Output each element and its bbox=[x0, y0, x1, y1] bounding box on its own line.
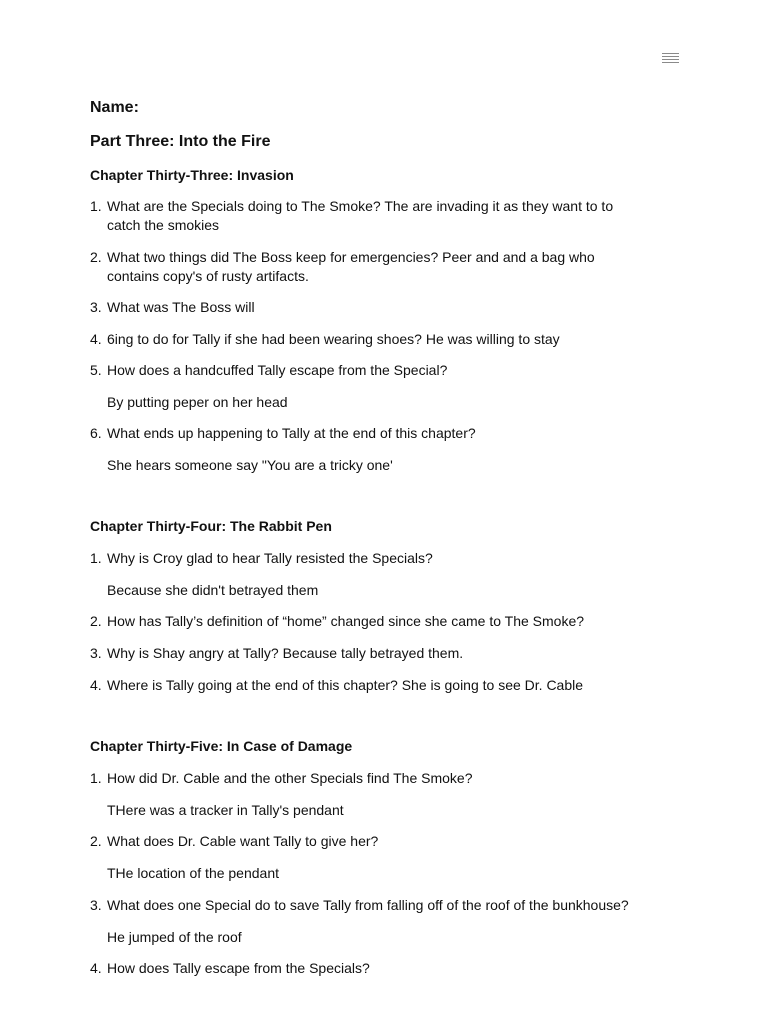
answer: Because she didn't betrayed them bbox=[107, 582, 319, 598]
question-text: What does Dr. Cable want Tally to give her? bbox=[107, 833, 379, 849]
question-number: 4. bbox=[90, 331, 102, 347]
question bbox=[90, 549, 690, 568]
answer: She hears someone say "You are a tricky one' bbox=[107, 457, 393, 473]
question bbox=[90, 298, 690, 317]
answer: THe location of the pendant bbox=[107, 865, 280, 881]
answer: THere was a tracker in Tally's pendant bbox=[107, 802, 344, 818]
question-number: 6. bbox=[90, 425, 102, 441]
question bbox=[90, 197, 690, 216]
question bbox=[90, 248, 690, 267]
question-number: 3. bbox=[90, 299, 102, 315]
part-title: Part Three: Into the Fire bbox=[90, 133, 271, 150]
question bbox=[90, 769, 690, 788]
question-number: 2. bbox=[90, 833, 102, 849]
question-text: What does one Special do to save Tally from falling off of the roof of the bunkhouse? bbox=[107, 897, 629, 913]
chapter-title: Chapter Thirty-Five: In Case of Damage bbox=[90, 738, 353, 754]
answer: By putting peper on her head bbox=[107, 394, 288, 410]
question bbox=[90, 361, 690, 380]
question-text: How does a handcuffed Tally escape from the Special? bbox=[107, 362, 448, 378]
question-number: 4. bbox=[90, 960, 102, 976]
question-number: 2. bbox=[90, 613, 102, 629]
question-number: 4. bbox=[90, 677, 102, 693]
question-number: 3. bbox=[90, 645, 102, 661]
question bbox=[90, 424, 690, 443]
question-continuation: catch the smokies bbox=[107, 217, 220, 233]
question-text: What are the Specials doing to The Smoke? The are invading it as they want to to bbox=[107, 198, 614, 214]
chapter-title: Chapter Thirty-Four: The Rabbit Pen bbox=[90, 518, 332, 534]
question-text: How does Tally escape from the Specials? bbox=[107, 960, 370, 976]
question bbox=[90, 612, 690, 631]
question-number: 5. bbox=[90, 362, 102, 378]
name-label: Name: bbox=[90, 99, 139, 116]
question-continuation: contains copy's of rusty artifacts. bbox=[107, 268, 309, 284]
question bbox=[90, 330, 690, 349]
question-number: 3. bbox=[90, 897, 102, 913]
question-number: 1. bbox=[90, 550, 102, 566]
question-number: 1. bbox=[90, 770, 102, 786]
question bbox=[90, 644, 690, 663]
document-lines-icon bbox=[662, 53, 679, 65]
question bbox=[90, 676, 690, 695]
answer: He jumped of the roof bbox=[107, 929, 242, 945]
question-text: 6ing to do for Tally if she had been wearing shoes? He was willing to stay bbox=[107, 331, 560, 347]
chapter-title: Chapter Thirty-Three: Invasion bbox=[90, 167, 294, 183]
question-text: What was The Boss will bbox=[107, 299, 255, 315]
question-text: What ends up happening to Tally at the end of this chapter? bbox=[107, 425, 476, 441]
question bbox=[90, 832, 690, 851]
question-number: 2. bbox=[90, 249, 102, 265]
question-number: 1. bbox=[90, 198, 102, 214]
question-text: Why is Shay angry at Tally? Because tally betrayed them. bbox=[107, 645, 464, 661]
question-text: How has Tally’s definition of “home” changed since she came to The Smoke? bbox=[107, 613, 585, 629]
question-text: How did Dr. Cable and the other Specials find The Smoke? bbox=[107, 770, 473, 786]
question bbox=[90, 896, 690, 915]
question-text: Where is Tally going at the end of this chapter? She is going to see Dr. Cable bbox=[107, 677, 584, 693]
question-text: What two things did The Boss keep for emergencies? Peer and and a bag who bbox=[107, 249, 595, 265]
question bbox=[90, 959, 690, 978]
question-text: Why is Croy glad to hear Tally resisted the Specials? bbox=[107, 550, 433, 566]
